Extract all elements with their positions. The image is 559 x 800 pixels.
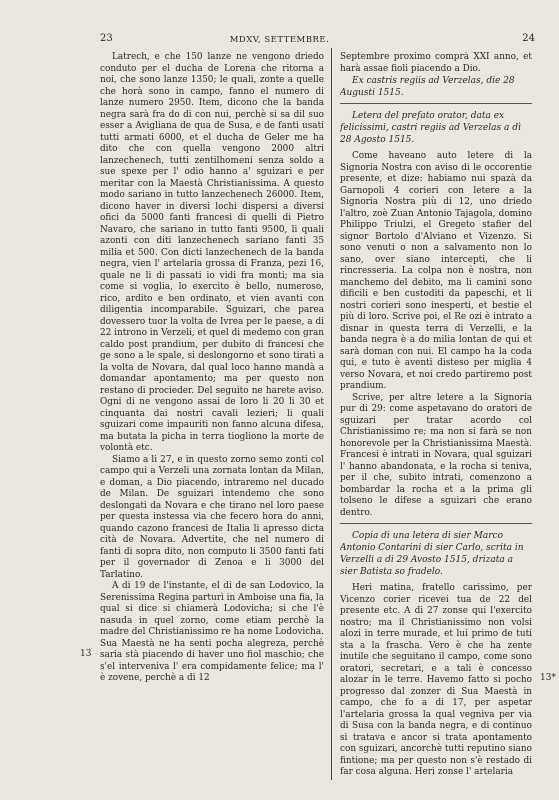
paragraph: Siamo a li 27, e in questo zorno semo zonti col campo qui a Verzeli una zornata lontan da Milan, e doman, a Dio piacendo, intraremo nel ducado de Milan. De sguizari intendemo che sono deslongati da Novara e che tirano nel loro paese per questa instessa via che fecero hora do anni, quando cazono francesi de Italia li apresso dicta cità de Novara. Advertite, che nel numero di fanti di sopra dito, non computo li 3500 fanti fati per il governador di Zenoa e li 3000 del Tarlatino. [100,454,324,580]
section-divider [340,523,532,524]
page-number-left: 23 [100,33,113,44]
paragraph: Latrech, e che 150 lanze ne vengono driedo conduto per el ducha de Lorena che ritorna a noi, che sono lanze 1350; le quali, zonte a quelle che horà sono in campo, fanno el numero di lanze numero 2950. Item, dicono che la banda negra sarà fra do di con nui, perchè si sa dil suo esser a Avigliana de qua de Susa, e de fanti usati tutti armati 6000, et el ducha de Geler me ha dito che con quella vengono 2000 altri lanzechenech, tutti zentilhomeni senza soldo a sue spexe per l' odio hanno a' sguizari e per meritar con la Maestà Christianissima. A questo modo sariano in tutto lanzechenech 26000. Item, dicono haver in diversi lochi dispersi a diversi ofici da 5000 fanti francesi di quelli di Pietro Navaro, che sariano in tutto fanti 9500, li quali azonti con diti lanzechenech sariano fanti 35 milia et 500. Con dicti lanzechenech de la banda negra, vien l' artelaria grossa di Franza, pezi 16, quale ne li di passati io vidi fra monti; ma sia come si voglia, lo exercito è bello, numeroso, rico, ardito e ben ordinato, et vien avanti con diligentia incomparabile. Sguizari, che parea dovessero tuor la volta de Ivrea per le paese, a di 22 introno in Verzeli, et quel di medemo con gran caldo post prandium, per dubito di francesi che ge sono a le spale, si deslongorno et sono tirati a la volta de Novara, dal qual loco hanno mandà a domandar apontamento; ma per questo non restano di procieder. Del seguito ne harete aviso. Ogni di ne vengono assai de loro li 20 li 30 et cinquanta dai nostri cavali lezieri; li quali sguizari come impauriti non fanno alcuna difesa, ma butata la picha in terra tiogliono la morte de volontà etc. [100,52,324,453]
left-column [100,52,324,776]
paragraph: Scrive, per altre letere a la Signoria pur di 29: come aspetavano do oratori de sguizari per tratar acordo col Christianissimo re; ma non si farà se non honorevole per la Christianissima Maestà. Francesi è intrati in Novara, qual sguizari l' hanno abandonata, e la rocha si teniva, per il che, subito intrati, comenzono a bombardar la rocha et a la prima gli tolseno le difese a sguizari che erano dentro. [340,392,532,518]
paragraph: Heri matina, fratello carissimo, per Vicenzo corier ricevei tua de 22 del presente etc. A di 27 zonse qui l'exercito nostro; ma il Christianissimo non volsi alozi in terre murade, et lui primo de tuti sta a la frascha. Vero è che ha zente inutile che seguitano il campo, come sono oratori, secretari, e a tali è concesso alozar in le terre. Havemo fatto si pocho progresso dal zonzer di Sua Maestà in campo, che fo a di 17, per aspetar l'artelaria grossa la qual vegniva per via di Susa con la banda negra, e di continuo si tratava e ancor si trata apontamento con sguizari, ancorchè tutti reputino siano fintione; ma per questo non s'è restado di far cosa alguna. Heri zonse l' artelaria [340,583,532,777]
column-divider [331,48,332,780]
margin-number-left: 13 [80,649,92,659]
paragraph: Come haveano auto letere di la Signoria Nostra con aviso di le occorentie presente, et dize: habiamo nui spazà da Garnopoli 4 corieri con letere a la Signoria Nostra più di 12, uno driedo l'altro, zoè Zuan Antonio Tajagola, domino Philippo Triulzi, el Gregeto stafier del signor Bortolo d'Alviano et Vizenzo. Si sono venuti o non a salvamento non lo sano, over siano intercepti, che li rincresseria. La colpa non è nostra, non manchemo del debito, ma li camini sono dificili e ben custoditi da papeschi, et li nostri corieri sono inesperti, et bestie el più di loro. Scrive poi, el Re ozi è intrato a disnar in questa terra di Verzelli, e la banda negra è a do milia lontan de qui et sarà doman con nui. El campo ha la coda qui, e tuto è aventi disteso per miglia 4 verso Novara, et noi credo partiremo post prandium. [340,151,532,391]
letter-heading: Letera del prefato orator, data ex felicissimi, castri regiis ad Verzelas a dì 28 Agosto 1515. [340,111,521,145]
paragraph: A di 19 de l'instante, el di de san Lodovico, la Serenissima Regina parturì in Amboise una fia, la qual si dice si chiamerà Lodovicha; si che l'è nasuda in quel zorno, come etiam perchè la madre del Christianissimo re ha nome Lodovicha. Sua Maestà ne ha senti pocha alegreza, perchè saria stà piacendo di haver uno fiol maschio; che s'el interveniva l' era compidamente felice; ma l' è zovene, perchè a di 12 [100,581,324,683]
paragraph: Septembre proximo comprà XXI anno, et harà assae fioli piacendo a Dio. [340,52,532,74]
margin-number-right: 13* [540,673,556,683]
dateline: Ex castris regiis ad Verzelas, die 28 Augusti 1515. [340,76,515,98]
page-number-right: 24 [522,33,535,44]
right-column [340,52,532,776]
section-divider [340,103,532,104]
letter-heading: Copia di una letera di sier Marco Antonio Contarini di sier Carlo, scrita in Verzelli a di 29 Avosto 1515, drizata a sier Batista so fradelo. [340,531,524,577]
running-title: MDXV, SETTEMBRE. [229,35,330,45]
